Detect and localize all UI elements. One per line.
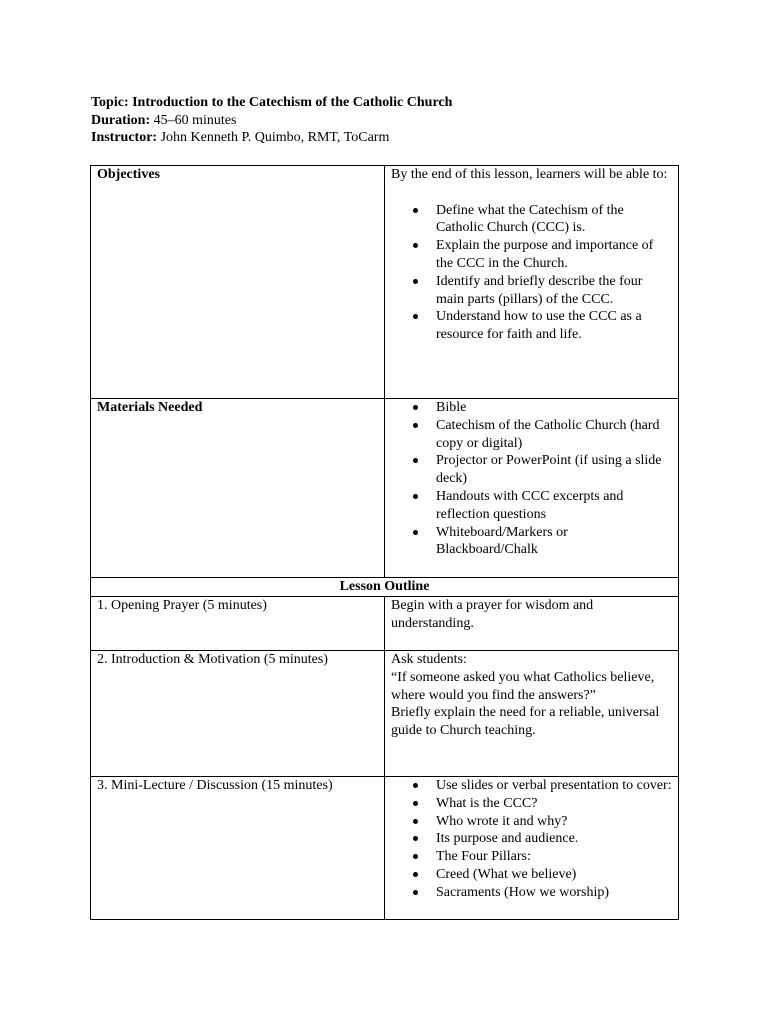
step-row-1	[91, 597, 679, 651]
duration-line	[91, 112, 452, 130]
objectives-intro: By the end of this lesson, learners will be able to:	[391, 167, 668, 182]
objectives-list	[391, 202, 672, 344]
topic-text: Topic: Introduction to the Catechism of the Catholic Church	[91, 95, 453, 110]
step-title: 3. Mini-Lecture / Discussion (15 minutes)	[91, 777, 385, 920]
step-content	[385, 651, 679, 777]
objectives-content	[385, 166, 679, 399]
topic-line	[91, 94, 452, 112]
list-item: Use slides or verbal presentation to cover:	[436, 778, 672, 793]
outline-heading-row	[91, 578, 679, 597]
list-item: What is the CCC?	[436, 795, 672, 813]
list-item: Projector or PowerPoint (if using a slide deck)	[436, 452, 672, 488]
list-item: Define what the Catechism of the Catholic Church (CCC) is.	[436, 202, 672, 238]
list-item: Understand how to use the CCC as a resource for faith and life.	[436, 308, 672, 344]
duration-value: 45–60 minutes	[150, 112, 237, 128]
materials-content	[385, 399, 679, 578]
materials-list	[391, 399, 672, 559]
step-text: Begin with a prayer for wisdom and understanding.	[385, 597, 679, 651]
list-item: Sacraments (How we worship)	[436, 884, 672, 902]
instructor-line	[91, 129, 452, 147]
list-item: Its purpose and audience.	[436, 830, 672, 848]
list-item: Bible	[436, 399, 672, 417]
list-item: Handouts with CCC excerpts and reflection questions	[436, 488, 672, 524]
step-row-2	[91, 651, 679, 777]
lesson-header	[91, 94, 452, 147]
list-item: Whiteboard/Markers or Blackboard/Chalk	[436, 524, 672, 560]
list-item: Creed (What we believe)	[436, 866, 672, 884]
materials-label: Materials Needed	[91, 399, 385, 578]
list-item: Explain the purpose and importance of the CCC in the Church.	[436, 237, 672, 273]
step-content	[385, 777, 679, 920]
lesson-plan-table	[90, 165, 679, 920]
step-line: “If someone asked you what Catholics believe, where would you find the answers?”	[391, 669, 655, 703]
objectives-label: Objectives	[91, 166, 385, 399]
step-line: Ask students:	[391, 652, 467, 667]
duration-label: Duration:	[91, 112, 151, 128]
step-row-3	[91, 777, 679, 920]
list-item: Identify and briefly describe the four main parts (pillars) of the CCC.	[436, 273, 672, 309]
step-list	[391, 777, 672, 902]
objectives-row	[91, 166, 679, 399]
materials-row	[91, 399, 679, 578]
instructor-label: Instructor:	[91, 130, 158, 145]
list-item: Catechism of the Catholic Church (hard copy or digital)	[436, 417, 672, 453]
list-item: The Four Pillars:	[436, 848, 672, 866]
instructor-value: John Kenneth P. Quimbo, RMT, ToCarm	[157, 130, 390, 145]
step-title: 1. Opening Prayer (5 minutes)	[91, 597, 385, 651]
outline-heading: Lesson Outline	[91, 578, 679, 597]
step-line: Briefly explain the need for a reliable, universal guide to Church teaching.	[391, 705, 660, 739]
list-item: Who wrote it and why?	[436, 813, 672, 831]
step-title: 2. Introduction & Motivation (5 minutes)	[91, 651, 385, 777]
